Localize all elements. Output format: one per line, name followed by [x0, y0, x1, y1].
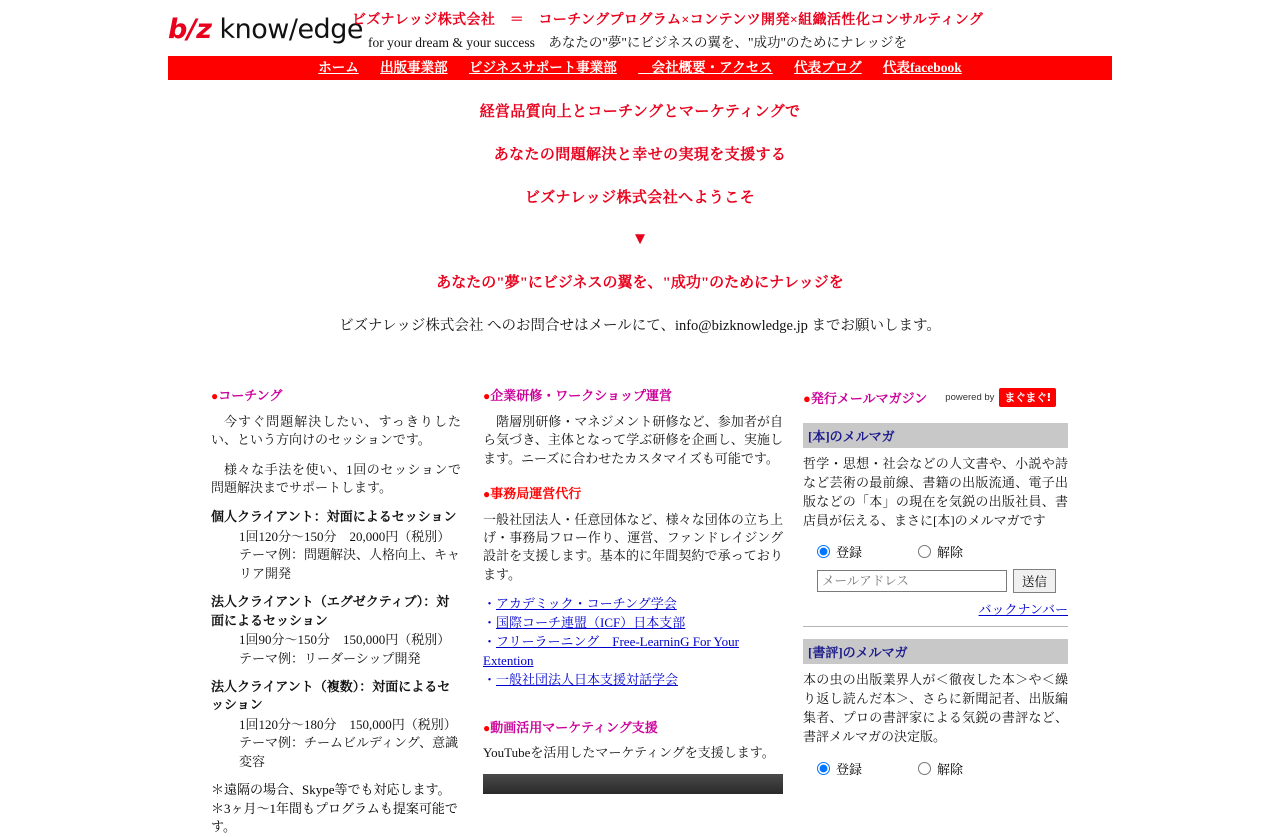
link-academic-coaching[interactable]: アカデミック・コーチング学会	[496, 596, 677, 612]
mailmag-1-radio-group	[803, 542, 1068, 561]
mailmag-1-title[interactable]	[803, 423, 1068, 448]
link-shien-taiwa[interactable]: 一般社団法人日本支援対話学会	[496, 671, 679, 687]
mailmag-2-body: 本の虫の出版業界人が＜徹夜した本＞や＜繰り返し読んだ本＞、さらに新聞記者、出版編集者、プロの書評家による気鋭の書評など、書評メルマガの決定版。	[803, 672, 1068, 744]
coaching-note-2: ＊3ヶ月〜1年間もプログラムも提案可能です。	[211, 800, 458, 835]
site-header	[0, 0, 1280, 50]
partner-links	[483, 595, 783, 689]
mailmag-1-register-radio[interactable]	[817, 545, 830, 558]
intro-line-3: ビズナレッジ株式会社へようこそ	[524, 190, 756, 206]
bullet-dot-icon: ●	[483, 389, 491, 403]
link-free-learning[interactable]: フリーラーニング Free-LearninG For Your Extention	[483, 634, 739, 668]
mailmag-divider	[803, 626, 1068, 627]
magmag-logo[interactable]: まぐまぐ!	[999, 388, 1056, 407]
training-heading-label: 企業研修・ワークショップ運営	[490, 388, 672, 403]
nav-item-home[interactable]: ホーム	[318, 60, 359, 75]
nav-item-ceo-facebook[interactable]: 代表facebook	[883, 60, 962, 75]
mailmag-1-title-link[interactable]: [本]のメルマガ	[808, 429, 895, 444]
partner-link-row-2: ・国際コーチ連盟（ICF）日本支部	[483, 615, 686, 631]
mailmag-heading-text: 発行メールマガジン	[810, 391, 928, 406]
coaching-item2-line1: 1回90分〜150分 150,000円（税別）	[239, 632, 451, 648]
mailmag-2-unregister-radio[interactable]	[918, 762, 931, 775]
mailmag-2-register-label: 登録	[836, 761, 863, 777]
bullet-dot-icon: ●	[803, 391, 811, 406]
header-tagline-secondary: for your dream & your success あなたの"夢"にビジネスの翼を、"成功"のためにナレッジを	[368, 35, 908, 50]
mailmag-1-form-row	[803, 569, 1068, 593]
coaching-item1-title: 個人クライアント：対面によるセッション	[211, 509, 457, 525]
mailmag-2-radio-group	[803, 759, 1068, 778]
mailmag-1-backnumber-link[interactable]: バックナンバー	[978, 602, 1068, 618]
training-heading	[483, 388, 783, 404]
coaching-item3-title: 法人クライアント（複数）：対面によるセッション	[211, 679, 451, 713]
coaching-item2-line2: テーマ例：リーダーシップ開発	[239, 650, 421, 666]
secretariat-heading-label: 事務局運営代行	[490, 485, 582, 501]
link-icf-japan[interactable]: 国際コーチ連盟（ICF）日本支部	[496, 615, 686, 631]
partner-link-row-4: ・一般社団法人日本支援対話学会	[483, 671, 679, 687]
bullet-dot-icon: ●	[483, 486, 491, 501]
intro-line-2: あなたの問題解決と幸せの実現を支援する	[493, 147, 787, 163]
nav-item-publishing[interactable]: 出版事業部	[380, 60, 448, 75]
mailmag-2-register-option[interactable]	[817, 759, 862, 778]
logo-bz-text: b/z	[168, 14, 212, 45]
mailmag-1-unregister-label: 解除	[937, 545, 964, 561]
mailmag-1-unregister-option[interactable]	[918, 542, 963, 561]
intro-line-1: 経営品質向上とコーチングとマーケティングで	[479, 104, 801, 120]
main-navigation	[168, 56, 1112, 80]
coaching-item1-line2: テーマ例：問題解決、人格向上、キャリア開発	[239, 547, 461, 581]
coaching-item2-title: 法人クライアント（エグゼクティブ）：対面によるセッション	[211, 594, 450, 628]
column-services	[483, 388, 783, 794]
contact-line: ビズナレッジ株式会社 へのお問合せはメールにて、info@bizknowledge.jp までお願いします。	[339, 318, 941, 334]
video-marketing-para: YouTubeを活用したマーケティングを支援します。	[483, 745, 775, 761]
mailmag-2-title-link[interactable]: [書評]のメルマガ	[808, 645, 908, 661]
nav-item-business-support[interactable]: ビジネスサポート事業部	[468, 60, 617, 75]
mailmag-1-email-input[interactable]	[817, 570, 1007, 592]
coaching-note-1: ＊遠隔の場合、Skype等でも対応します。	[211, 782, 451, 798]
mailmag-1-body: 哲学・思想・社会などの人文書や、小説や詩など芸術の最前線、書籍の出版流通、電子出版などの「本」の現在を気鋭の出版社員、書店員が伝える、まさに[本]のメルマガです	[803, 456, 1068, 528]
mailmag-1-register-label: 登録	[836, 545, 863, 561]
intro-section	[0, 100, 1280, 335]
mailmag-heading-label	[803, 388, 927, 407]
nav-item-company-access[interactable]: 会社概要・アクセス	[638, 60, 773, 75]
mailmag-2-unregister-option[interactable]	[918, 759, 963, 778]
mailmag-1-backnumber	[803, 599, 1068, 618]
training-para: 階層別研修・マネジメント研修など、参加者が自ら気づき、主体となって学ぶ研修を企画し、実施します。ニーズに合わせたカスタマイズも可能です。	[483, 413, 783, 466]
video-thumbnail[interactable]	[483, 774, 783, 794]
mailmag-2-unregister-label: 解除	[937, 761, 964, 777]
mailmag-heading	[803, 388, 1068, 407]
mailmag-1-unregister-radio[interactable]	[918, 545, 931, 558]
coaching-item3-line2: テーマ例：チームビルディング、意識変容	[239, 735, 459, 769]
partner-link-row-3: ・フリーラーニング Free-LearninG For Your Extention	[483, 634, 739, 668]
coaching-heading-label: コーチング	[218, 388, 283, 403]
down-arrow-icon: ▼	[631, 229, 649, 248]
coaching-heading	[211, 388, 461, 404]
video-marketing-heading	[483, 720, 783, 736]
powered-by-label: powered by	[945, 392, 995, 403]
intro-highlight: あなたの"夢"にビジネスの翼を、"成功"のためにナレッジを	[436, 275, 844, 291]
secretariat-heading	[483, 486, 783, 502]
bullet-dot-icon: ●	[483, 720, 491, 735]
mailmag-1-register-option[interactable]	[817, 542, 862, 561]
site-logo[interactable]	[168, 14, 363, 45]
content-columns	[0, 388, 1280, 835]
coaching-item1-line1: 1回120分〜150分 20,000円（税別）	[239, 528, 451, 544]
bullet-dot-icon: ●	[211, 389, 219, 403]
partner-link-row-1: ・アカデミック・コーチング学会	[483, 596, 677, 612]
column-mailmagazine	[803, 388, 1068, 786]
secretariat-para: 一般社団法人・任意団体など、様々な団体の立ち上げ・事務局フロー作り、運営、ファンドレイジング設計を支援します。基本的に年間契約で承っております。	[483, 511, 783, 582]
mailmag-1-submit-button[interactable]: 送信	[1013, 569, 1056, 593]
video-marketing-heading-label: 動画活用マーケティング支援	[490, 719, 658, 735]
header-tagline-primary: ビズナレッジ株式会社 ＝ コーチングプログラム×コンテンツ開発×組織活性化コンサルティング	[352, 13, 984, 28]
mailmag-2-register-radio[interactable]	[817, 762, 830, 775]
nav-item-ceo-blog[interactable]: 代表ブログ	[794, 60, 862, 75]
coaching-para-1: 今すぐ問題解決したい、すっきりしたい、という方向けのセッションです。	[211, 413, 461, 448]
coaching-para-2: 様々な手法を使い、1回のセッションで問題解決までサポートします。	[211, 461, 461, 495]
logo-knowledge-text: know/edge	[219, 14, 363, 45]
column-coaching	[211, 388, 461, 837]
mailmag-2-title[interactable]	[803, 639, 1068, 664]
coaching-item3-line1: 1回120分〜180分 150,000円（税別）	[239, 716, 457, 732]
